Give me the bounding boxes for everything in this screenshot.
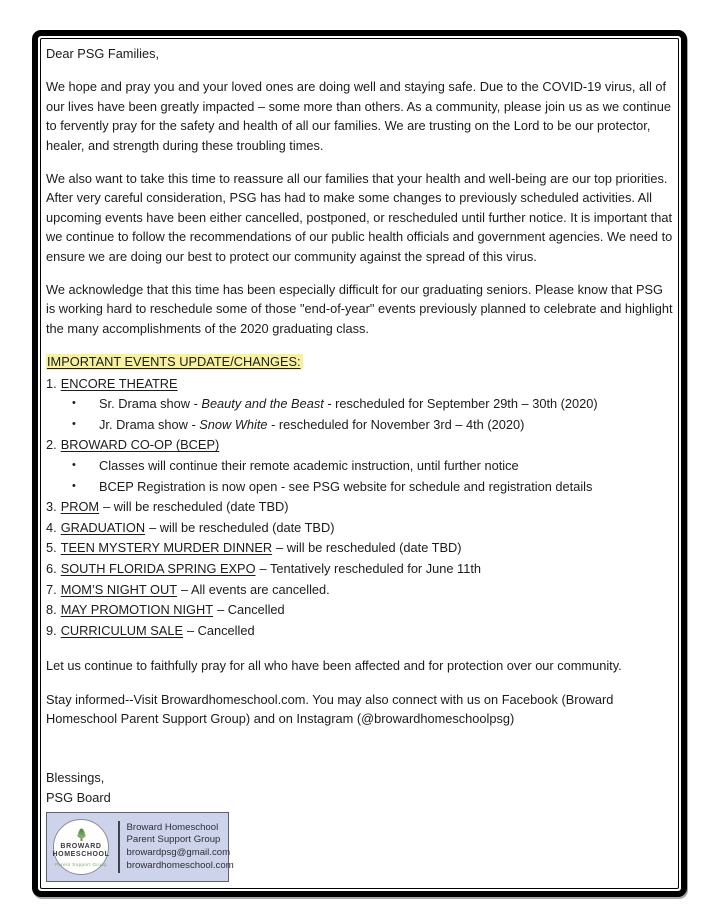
prayer-paragraph: Let us continue to faithfully pray for all who have been affected and for protection over our community. [46,658,622,674]
events-list [46,374,674,641]
event-item: 5. TEEN MYSTERY MURDER DINNER – will be rescheduled (date TBD) [46,540,462,556]
event-item: 1. ENCORE THEATRE [46,375,178,391]
logo-circle [53,819,109,875]
letter-content [46,44,674,882]
reassurance-paragraph: We also want to take this time to reassure all our families that your health and well-being are our top priorities. After very careful consideration, PSG has had to make some changes to previously scheduled activities. All upcoming events have been either cancelled, postponed, or rescheduled until further notice. It is important that we continue to follow the recommendations of our public health officials and government agencies. We need to ensure we are doing our best to protect our community against the spread of this virus. [46,171,673,264]
event-item: 6. SOUTH FLORIDA SPRING EXPO – Tentatively rescheduled for June 11th [46,561,482,577]
event-bullet: • BCEP Registration is now open - see PSG website for schedule and registration details [46,477,674,496]
logo-divider [118,821,120,873]
bullet-icon: • [72,459,76,472]
bullet-icon: • [72,417,76,430]
event-bullet: • Jr. Drama show - Snow White - rescheduled for November 3rd – 4th (2020) [46,415,674,434]
logo-contact-line: Broward Homeschool [126,821,219,833]
event-item: 8. MAY PROMOTION NIGHT – Cancelled [46,602,285,618]
logo-card [46,812,234,882]
signoff-psg-board: PSG Board [46,789,111,805]
events-heading-highlight: IMPORTANT EVENTS UPDATE/CHANGES: [47,354,301,370]
signoff-blessings: Blessings, [46,770,105,786]
logo-contact-website: browardhomeschool.com [126,860,234,872]
logo-contact-block [127,822,234,873]
bullet-icon: • [72,479,76,492]
seniors-paragraph: We acknowledge that this time has been especially difficult for our graduating seniors. Please know that PSG is working hard to reschedule some of those "end-of-year" events previously planned to celebrate and highlight the many accomplishments of the 2020 graduating class. [46,282,673,336]
intro-paragraph: We hope and pray you and your loved ones are doing well and staying safe. Due to the COVID-19 virus, all of our lives have been greatly impacted – some more than others. As a community, please join us as we continue to fervently pray for the safety and health of all our families. We are trusting on the Lord to be our protector, healer, and strength during these troubling times. [46,79,672,153]
event-item: 3. PROM – will be rescheduled (date TBD) [46,499,289,515]
event-item: 2. BROWARD CO-OP (BCEP) [46,437,220,453]
logo-circle-name-line1: BROWARD [60,842,102,850]
logo-contact-email: browardpsg@gmail.com [126,847,231,859]
tree-icon [75,828,88,842]
stay-informed-paragraph: Stay informed--Visit Browardhomeschool.com. You may also connect with us on Facebook (Broward Homeschool Parent Support Group) and on Instagram (@browardhomeschoolpsg) [46,691,614,727]
event-bullet: • Sr. Drama show - Beauty and the Beast - rescheduled for September 29th – 30th (2020) [46,394,674,413]
event-bullet: • Classes will continue their remote academic instruction, until further notice [46,456,674,475]
bullet-icon: • [72,397,76,410]
event-item: 9. CURRICULUM SALE – Cancelled [46,622,255,638]
logo-circle-name-line2: HOMESCHOOL [52,851,110,859]
document-frame [32,30,687,897]
event-item: 4. GRADUATION – will be rescheduled (date TBD) [46,519,335,535]
logo-circle-subtitle: Parent Support Group [54,861,108,867]
events-heading [46,352,674,371]
logo-contact-line: Parent Support Group [126,834,221,846]
event-item: 7. MOM’S NIGHT OUT – All events are cancelled. [46,581,330,597]
salutation: Dear PSG Families, [46,46,160,61]
signoff [46,768,674,807]
document-frame-inner [40,38,679,889]
